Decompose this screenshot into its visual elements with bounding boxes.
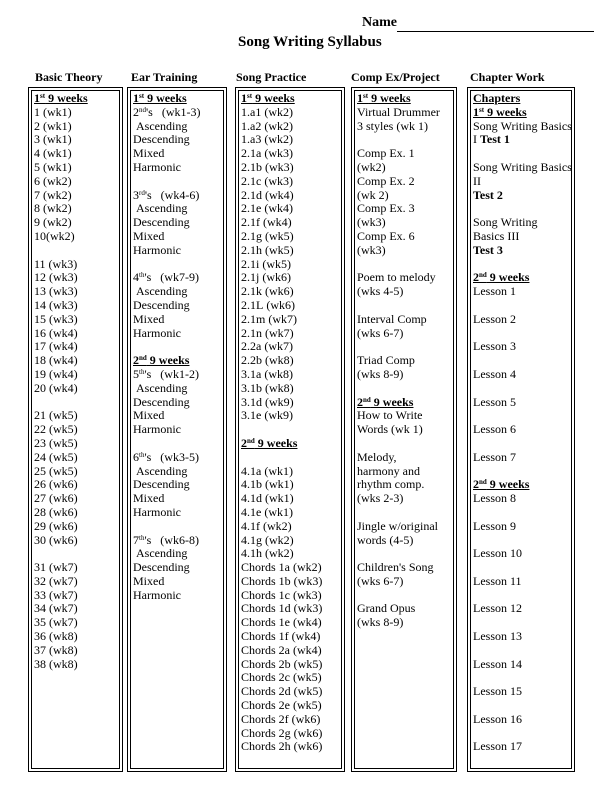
syllabus-line: Lesson 17	[473, 739, 522, 754]
syllabus-line: 32 (wk7)	[34, 573, 78, 588]
column-basic-theory	[28, 87, 123, 772]
syllabus-line: 29 (wk6)	[34, 518, 78, 533]
syllabus-line: Mixed	[133, 491, 165, 506]
syllabus-line: Descending	[133, 394, 190, 409]
spacer-line	[357, 133, 440, 147]
syllabus-line: 2.1c (wk3)	[241, 173, 293, 188]
syllabus-line: 4.1e (wk1)	[241, 504, 293, 519]
syllabus-line: (wk 2)	[357, 187, 389, 202]
syllabus-line: Test 3	[473, 242, 503, 257]
syllabus-line: Chords 2g (wk6)	[241, 725, 323, 740]
syllabus-line: 22 (wk5)	[34, 422, 78, 437]
syllabus-line: Ascending	[133, 380, 188, 395]
syllabus-line: Grand Opus	[357, 601, 416, 616]
syllabus-line: Ascending	[133, 546, 188, 561]
syllabus-line: Lesson 7	[473, 449, 516, 464]
spacer-line	[133, 437, 201, 451]
spacer-line	[357, 340, 440, 354]
syllabus-line: 1st 9 weeks	[241, 91, 295, 105]
column-lines	[34, 92, 88, 671]
syllabus-line: Descending	[133, 477, 190, 492]
syllabus-line: Chords 2c (wk5)	[241, 670, 322, 685]
syllabus-line: 4.1h (wk2)	[241, 546, 294, 561]
syllabus-line: 2.1m (wk7)	[241, 311, 297, 326]
column-comp-ex-project	[351, 87, 457, 772]
syllabus-line: 3 (wk1)	[34, 132, 72, 147]
spacer-line	[133, 258, 201, 272]
syllabus-line: 30 (wk6)	[34, 532, 78, 547]
spacer-line	[133, 175, 201, 189]
syllabus-line: Chapters	[473, 91, 521, 105]
syllabus-line: words (4-5)	[357, 532, 414, 547]
syllabus-line: 4.1g (wk2)	[241, 532, 294, 547]
syllabus-line: Comp Ex. 3	[357, 201, 415, 216]
syllabus-line: 2.1b (wk3)	[241, 159, 294, 174]
syllabus-line: 1.a1 (wk2)	[241, 104, 293, 119]
syllabus-line: 1st 9 weeks	[34, 91, 88, 105]
syllabus-line: (wk2)	[357, 159, 386, 174]
syllabus-line: 2.1g (wk5)	[241, 228, 294, 243]
syllabus-line: 4.1d (wk1)	[241, 491, 294, 506]
spacer-line	[473, 327, 572, 341]
syllabus-line: 12 (wk3)	[34, 270, 78, 285]
spacer-line	[357, 506, 440, 520]
spacer-line	[357, 258, 440, 272]
syllabus-line: Lesson 11	[473, 573, 522, 588]
syllabus-line: Chords 1c (wk3)	[241, 587, 322, 602]
syllabus-line: Song Writing Basics	[473, 118, 572, 133]
syllabus-line: 31 (wk7)	[34, 560, 78, 575]
syllabus-line: Lesson 14	[473, 656, 522, 671]
syllabus-line: 2 (wk1)	[34, 118, 72, 133]
syllabus-line: 1st 9 weeks	[133, 91, 187, 105]
syllabus-line: 2.1e (wk4)	[241, 201, 293, 216]
syllabus-line: 4.1a (wk1)	[241, 463, 293, 478]
syllabus-line: Lesson 1	[473, 284, 516, 299]
syllabus-line: I Test 1	[473, 132, 510, 147]
syllabus-line: Chords 1a (wk2)	[241, 560, 322, 575]
syllabus-line: 2.2b (wk8)	[241, 353, 294, 368]
spacer-line	[357, 589, 440, 603]
syllabus-line: 9 (wk2)	[34, 215, 72, 230]
syllabus-line: 3.1e (wk9)	[241, 408, 293, 423]
spacer-line	[357, 299, 440, 313]
syllabus-line: Mixed	[133, 573, 165, 588]
syllabus-line: 23 (wk5)	[34, 435, 78, 450]
syllabus-line: Test 2	[473, 187, 503, 202]
syllabus-line: Children's Song	[357, 560, 434, 575]
spacer-line	[473, 299, 572, 313]
syllabus-line: Lesson 13	[473, 629, 522, 644]
syllabus-line: Lesson 6	[473, 422, 516, 437]
syllabus-line: Chords 2h (wk6)	[241, 739, 323, 754]
syllabus-line: Lesson 3	[473, 339, 516, 354]
syllabus-line: Chords 2e (wk5)	[241, 698, 322, 713]
syllabus-line: 4th's (wk7-9)	[133, 270, 199, 285]
spacer-line	[473, 699, 572, 713]
syllabus-line: Mixed	[133, 408, 165, 423]
syllabus-line: 35 (wk7)	[34, 615, 78, 630]
syllabus-line: 28 (wk6)	[34, 504, 78, 519]
syllabus-line: Harmonic	[133, 159, 181, 174]
name-blank-line	[397, 31, 594, 32]
syllabus-line: 21 (wk5)	[34, 408, 78, 423]
syllabus-line: 2.1i (wk5)	[241, 256, 291, 271]
syllabus-line: 7 (wk2)	[34, 187, 72, 202]
spacer-line	[473, 202, 572, 216]
column-heading-comp-ex-project: Comp Ex/Project	[351, 70, 440, 84]
syllabus-line: Comp Ex. 2	[357, 173, 415, 188]
syllabus-line: Lesson 8	[473, 491, 516, 506]
column-lines	[357, 92, 440, 630]
syllabus-line: Chords 2b (wk5)	[241, 656, 323, 671]
syllabus-line: Descending	[133, 132, 190, 147]
syllabus-line: (wks 6-7)	[357, 325, 404, 340]
syllabus-line: Ascending	[133, 201, 188, 216]
syllabus-line: 6 (wk2)	[34, 173, 72, 188]
syllabus-line: (wks 2-3)	[357, 491, 404, 506]
syllabus-line: 2.1L (wk6)	[241, 297, 295, 312]
spacer-line	[473, 437, 572, 451]
syllabus-line: 3.1d (wk9)	[241, 394, 294, 409]
syllabus-line: Melody,	[357, 449, 397, 464]
syllabus-line: 5 (wk1)	[34, 159, 72, 174]
page-title: Song Writing Syllabus	[238, 34, 382, 50]
syllabus-line: Lesson 2	[473, 311, 516, 326]
spacer-line	[473, 589, 572, 603]
spacer-line	[357, 547, 440, 561]
syllabus-line: (wks 8-9)	[357, 615, 404, 630]
column-song-practice	[235, 87, 345, 772]
syllabus-line: Descending	[133, 297, 190, 312]
syllabus-line: Words (wk 1)	[357, 422, 423, 437]
syllabus-line: 2.2a (wk7)	[241, 339, 293, 354]
spacer-line	[473, 727, 572, 741]
syllabus-line: 1st 9 weeks	[357, 91, 411, 105]
syllabus-line: 20 (wk4)	[34, 380, 78, 395]
syllabus-line: 2nd's (wk1-3)	[133, 104, 201, 119]
column-heading-song-practice: Song Practice	[236, 70, 307, 84]
syllabus-line: Lesson 12	[473, 601, 522, 616]
syllabus-line: Lesson 10	[473, 546, 522, 561]
syllabus-line: 34 (wk7)	[34, 601, 78, 616]
syllabus-line: 5th's (wk1-2)	[133, 366, 199, 381]
syllabus-line: 4.1f (wk2)	[241, 518, 292, 533]
spacer-line	[473, 671, 572, 685]
syllabus-line: 2nd 9 weeks	[357, 394, 414, 409]
syllabus-line: Chords 2f (wk6)	[241, 711, 321, 726]
syllabus-line: 37 (wk8)	[34, 642, 78, 657]
spacer-line	[473, 409, 572, 423]
syllabus-line: 3 styles (wk 1)	[357, 118, 428, 133]
syllabus-line: Harmonic	[133, 422, 181, 437]
spacer-line	[34, 244, 88, 258]
syllabus-line: (wk3)	[357, 242, 386, 257]
syllabus-line: Lesson 5	[473, 394, 516, 409]
spacer-line	[473, 561, 572, 575]
syllabus-line: 16 (wk4)	[34, 325, 78, 340]
syllabus-line: 17 (wk4)	[34, 339, 78, 354]
syllabus-line: Chords 2d (wk5)	[241, 684, 323, 699]
name-label: Name	[362, 15, 397, 30]
syllabus-line: 1.a2 (wk2)	[241, 118, 293, 133]
syllabus-line: Song Writing Basics	[473, 159, 572, 174]
syllabus-line: 38 (wk8)	[34, 656, 78, 671]
syllabus-line: Basics III	[473, 228, 520, 243]
syllabus-line: 4.1b (wk1)	[241, 477, 294, 492]
syllabus-line: 2nd 9 weeks	[241, 435, 298, 450]
spacer-line	[241, 451, 322, 465]
syllabus-line: Harmonic	[133, 504, 181, 519]
spacer-line	[357, 437, 440, 451]
spacer-line	[34, 396, 88, 410]
syllabus-line: Mixed	[133, 228, 165, 243]
syllabus-line: 2.1d (wk4)	[241, 187, 294, 202]
syllabus-line: (wks 8-9)	[357, 366, 404, 381]
column-lines	[241, 92, 322, 754]
spacer-line	[473, 147, 572, 161]
syllabus-line: 11 (wk3)	[34, 256, 78, 271]
syllabus-line: (wks 4-5)	[357, 284, 404, 299]
spacer-line	[133, 340, 201, 354]
column-ear-training	[127, 87, 227, 772]
syllabus-line: Harmonic	[133, 325, 181, 340]
syllabus-line: Poem to melody	[357, 270, 436, 285]
spacer-line	[473, 506, 572, 520]
syllabus-line: II	[473, 173, 481, 188]
syllabus-line: 2.1k (wk6)	[241, 284, 294, 299]
syllabus-line: 10(wk2)	[34, 228, 75, 243]
spacer-line	[357, 382, 440, 396]
syllabus-line: Chords 2a (wk4)	[241, 642, 322, 657]
syllabus-line: 3.1b (wk8)	[241, 380, 294, 395]
syllabus-line: 26 (wk6)	[34, 477, 78, 492]
syllabus-line: 4 (wk1)	[34, 146, 72, 161]
syllabus-line: 19 (wk4)	[34, 366, 78, 381]
syllabus-line: (wks 6-7)	[357, 573, 404, 588]
syllabus-line: 1.a3 (wk2)	[241, 132, 293, 147]
syllabus-line: How to Write	[357, 408, 423, 423]
syllabus-line: Ascending	[133, 284, 188, 299]
syllabus-line: Harmonic	[133, 587, 181, 602]
syllabus-line: 25 (wk5)	[34, 463, 78, 478]
spacer-line	[473, 258, 572, 272]
syllabus-line: 33 (wk7)	[34, 587, 78, 602]
syllabus-line: Chords 1b (wk3)	[241, 573, 323, 588]
syllabus-line: 24 (wk5)	[34, 449, 78, 464]
syllabus-line: harmony and	[357, 463, 420, 478]
column-heading-ear-training: Ear Training	[131, 70, 198, 84]
syllabus-line: 1 (wk1)	[34, 104, 72, 119]
syllabus-line: Chords 1d (wk3)	[241, 601, 323, 616]
syllabus-line: Lesson 4	[473, 366, 516, 381]
syllabus-line: Mixed	[133, 311, 165, 326]
syllabus-line: Ascending	[133, 463, 188, 478]
column-lines	[133, 92, 201, 602]
syllabus-line: 6th's (wk3-5)	[133, 449, 199, 464]
syllabus-line: 2nd 9 weeks	[473, 270, 530, 285]
syllabus-line: Interval Comp	[357, 311, 427, 326]
syllabus-line: Triad Comp	[357, 353, 415, 368]
syllabus-line: 2nd 9 weeks	[133, 353, 190, 368]
syllabus-line: 14 (wk3)	[34, 297, 78, 312]
spacer-line	[34, 547, 88, 561]
syllabus-line: Mixed	[133, 146, 165, 161]
spacer-line	[473, 354, 572, 368]
syllabus-line: Comp Ex. 1	[357, 146, 415, 161]
syllabus-line: 2.1j (wk6)	[241, 270, 291, 285]
column-heading-chapter-work: Chapter Work	[470, 70, 545, 84]
syllabus-line: 18 (wk4)	[34, 353, 78, 368]
syllabus-line: Lesson 16	[473, 711, 522, 726]
spacer-line	[133, 520, 201, 534]
column-lines	[473, 92, 572, 754]
syllabus-line: (wk3)	[357, 215, 386, 230]
syllabus-line: 15 (wk3)	[34, 311, 78, 326]
spacer-line	[473, 616, 572, 630]
spacer-line	[473, 465, 572, 479]
syllabus-line: Song Writing	[473, 215, 538, 230]
syllabus-line: 2.1f (wk4)	[241, 215, 292, 230]
syllabus-line: Harmonic	[133, 242, 181, 257]
syllabus-line: Chords 1f (wk4)	[241, 629, 321, 644]
syllabus-line: 7th's (wk6-8)	[133, 532, 199, 547]
syllabus-line: 3.1a (wk8)	[241, 366, 293, 381]
syllabus-line: Lesson 15	[473, 684, 522, 699]
spacer-line	[473, 382, 572, 396]
syllabus-line: Lesson 9	[473, 518, 516, 533]
syllabus-line: Chords 1e (wk4)	[241, 615, 322, 630]
syllabus-line: 13 (wk3)	[34, 284, 78, 299]
spacer-line	[241, 423, 322, 437]
syllabus-line: 2.1a (wk3)	[241, 146, 293, 161]
syllabus-line: 3rd's (wk4-6)	[133, 187, 200, 202]
syllabus-line: Virtual Drummer	[357, 104, 440, 119]
syllabus-line: 36 (wk8)	[34, 629, 78, 644]
syllabus-line: Jingle w/original	[357, 518, 438, 533]
syllabus-line: 2nd 9 weeks	[473, 477, 530, 492]
spacer-line	[473, 644, 572, 658]
syllabus-line: Comp Ex. 6	[357, 228, 415, 243]
syllabus-line: Descending	[133, 215, 190, 230]
syllabus-line: Descending	[133, 560, 190, 575]
column-chapter-work	[467, 87, 575, 772]
syllabus-line: rhythm comp.	[357, 477, 425, 492]
syllabus-line: 8 (wk2)	[34, 201, 72, 216]
syllabus-line: 1st 9 weeks	[473, 104, 527, 119]
syllabus-line: 27 (wk6)	[34, 491, 78, 506]
spacer-line	[473, 534, 572, 548]
column-heading-basic-theory: Basic Theory	[35, 70, 103, 84]
syllabus-line: 2.1h (wk5)	[241, 242, 294, 257]
syllabus-line: 2.1n (wk7)	[241, 325, 294, 340]
syllabus-line: Ascending	[133, 118, 188, 133]
